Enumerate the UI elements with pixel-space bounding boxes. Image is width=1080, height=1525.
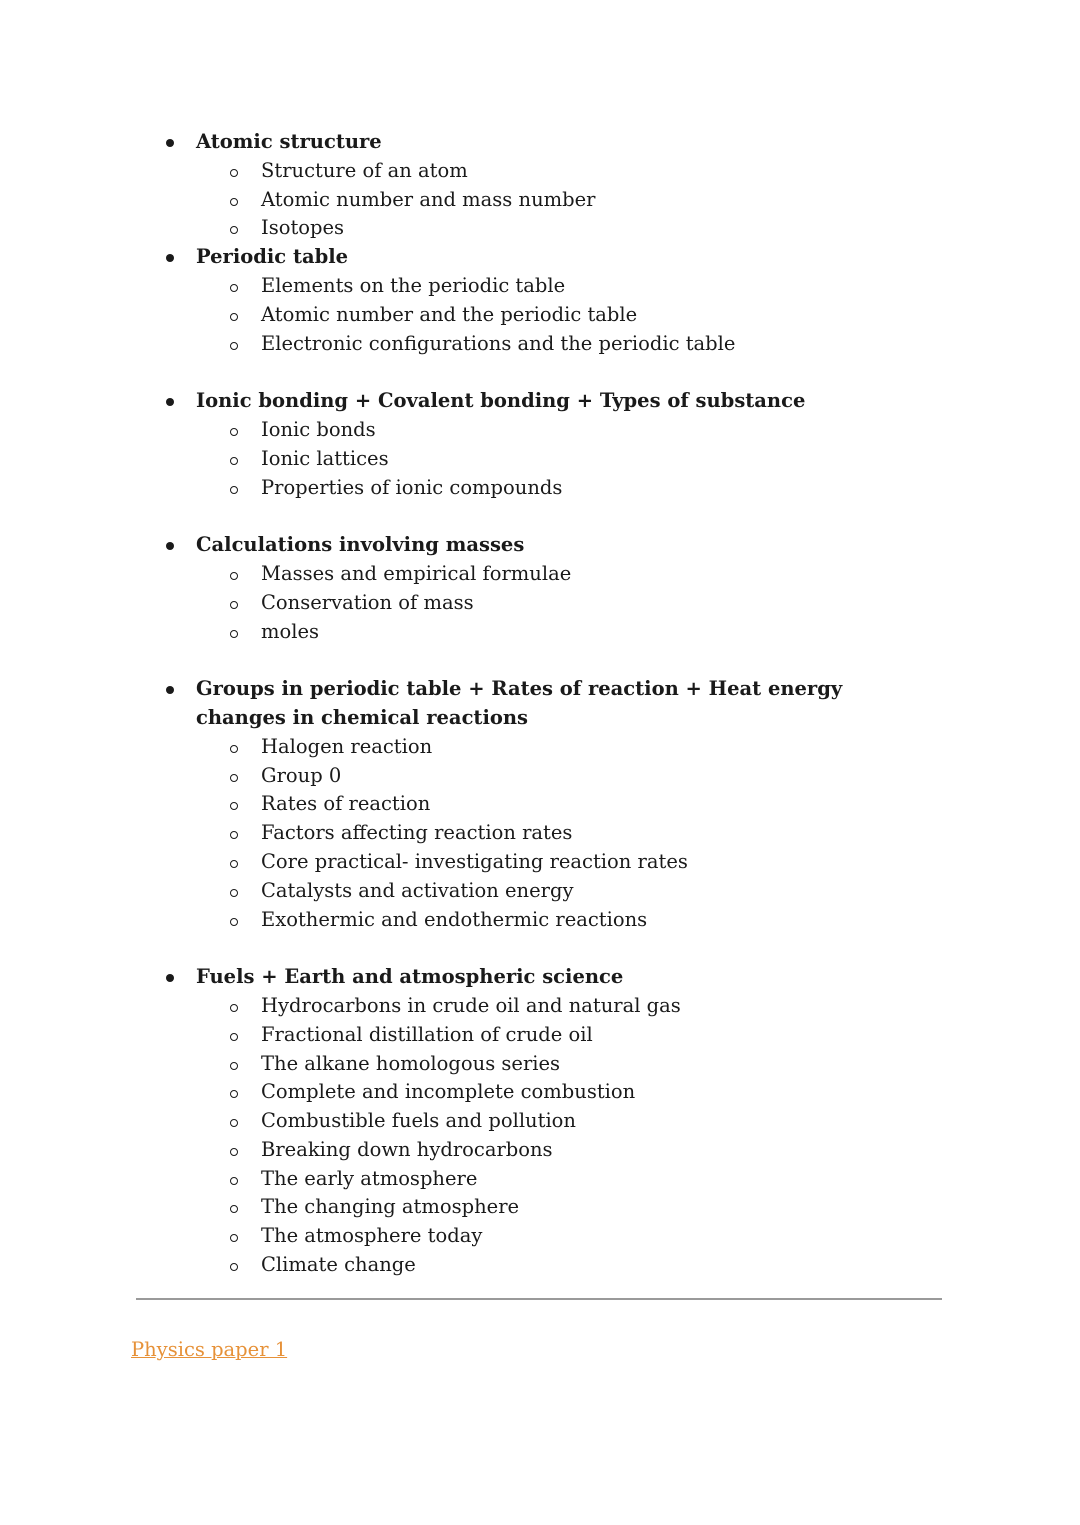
- subtopic-item: The atmosphere today: [164, 1222, 894, 1251]
- subtopic-item: Combustible fuels and pollution: [164, 1107, 894, 1136]
- subtopic-item: Elements on the periodic table: [164, 272, 894, 301]
- subtopic-item: Isotopes: [164, 214, 894, 243]
- subtopic-item: Electronic configurations and the periodic table: [164, 330, 894, 359]
- subtopic-item: Climate change: [164, 1251, 894, 1280]
- horizontal-divider: [136, 1298, 942, 1300]
- topic-group: [164, 963, 894, 1280]
- subtopic-item: Breaking down hydrocarbons: [164, 1136, 894, 1165]
- topic-group: [164, 675, 894, 934]
- subtopic-item: Properties of ionic compounds: [164, 474, 894, 503]
- subtopic-item: moles: [164, 618, 894, 647]
- topic-heading: Groups in periodic table + Rates of reaction + Heat energy changes in chemical reactions: [164, 675, 894, 733]
- subtopic-item: Conservation of mass: [164, 589, 894, 618]
- topic-heading: Calculations involving masses: [164, 531, 894, 560]
- subtopic-item: The early atmosphere: [164, 1165, 894, 1194]
- subtopic-item: The changing atmosphere: [164, 1193, 894, 1222]
- subtopic-item: Group 0: [164, 762, 894, 791]
- subtopic-item: The alkane homologous series: [164, 1050, 894, 1079]
- topic-heading: Atomic structure: [164, 128, 894, 157]
- subtopic-item: Hydrocarbons in crude oil and natural gas: [164, 992, 894, 1021]
- subtopic-item: Exothermic and endothermic reactions: [164, 906, 894, 935]
- topic-heading: Fuels + Earth and atmospheric science: [164, 963, 894, 992]
- topic-list: [164, 128, 894, 1280]
- subtopic-item: Masses and empirical formulae: [164, 560, 894, 589]
- topic-group: [164, 243, 894, 358]
- subtopic-item: Ionic lattices: [164, 445, 894, 474]
- subtopic-item: Factors affecting reaction rates: [164, 819, 894, 848]
- topic-group: [164, 128, 894, 243]
- subtopic-item: Atomic number and the periodic table: [164, 301, 894, 330]
- topic-group: [164, 387, 894, 502]
- subtopic-item: Ionic bonds: [164, 416, 894, 445]
- topic-heading: Ionic bonding + Covalent bonding + Types of substance: [164, 387, 894, 416]
- topic-heading: Periodic table: [164, 243, 894, 272]
- subtopic-item: Catalysts and activation energy: [164, 877, 894, 906]
- physics-paper-1-link[interactable]: Physics paper 1: [131, 1338, 288, 1361]
- subtopic-item: Atomic number and mass number: [164, 186, 894, 215]
- subtopic-item: Fractional distillation of crude oil: [164, 1021, 894, 1050]
- subtopic-item: Core practical- investigating reaction rates: [164, 848, 894, 877]
- subtopic-item: Halogen reaction: [164, 733, 894, 762]
- subtopic-item: Structure of an atom: [164, 157, 894, 186]
- topic-group: [164, 531, 894, 646]
- subtopic-item: Rates of reaction: [164, 790, 894, 819]
- subtopic-item: Complete and incomplete combustion: [164, 1078, 894, 1107]
